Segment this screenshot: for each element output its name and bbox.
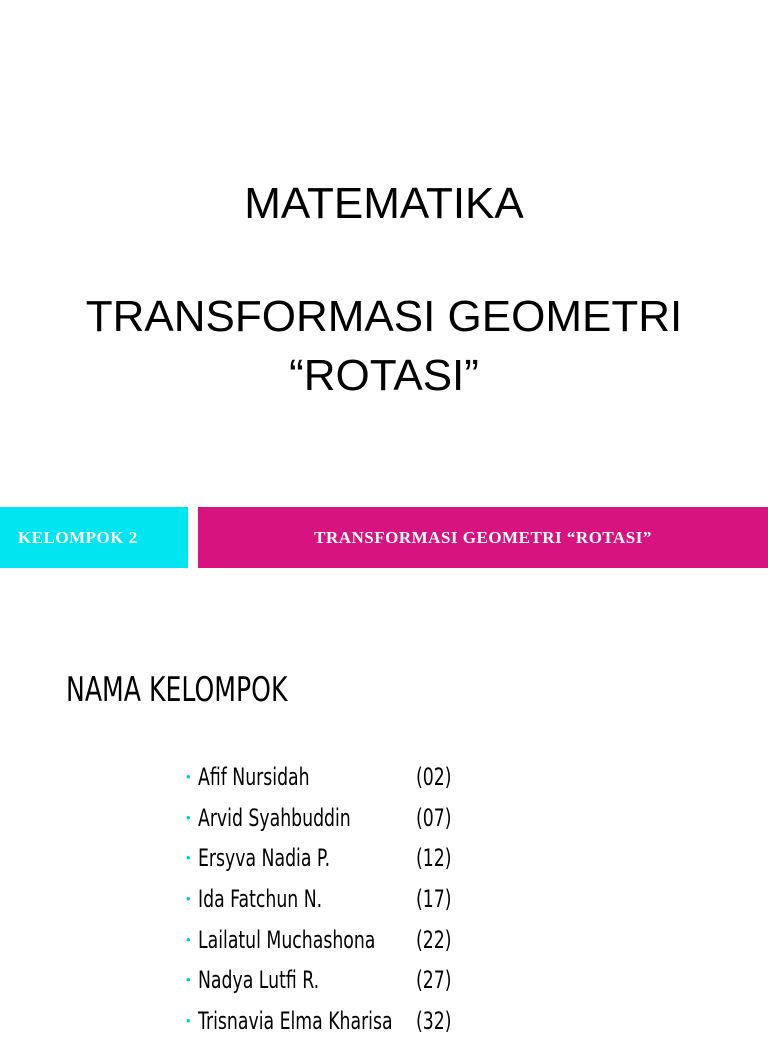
slide-title-topic: TRANSFORMASI GEOMETRI [85,292,683,341]
list-item [186,1001,606,1042]
member-number: (07) [416,803,452,832]
list-item [186,798,606,839]
list-item [186,838,606,879]
title-slide [0,0,768,480]
bullet-icon: • [186,850,191,866]
member-number: (27) [416,966,452,995]
member-name: Ersyva Nadia P. [198,844,331,873]
member-number: (12) [416,844,452,873]
bullet-icon: • [186,1013,191,1029]
list-item [186,757,606,798]
member-number: (17) [416,885,452,914]
bullet-icon: • [186,769,191,784]
bullet-icon: • [186,972,191,988]
section-title: NAMA KELOMPOK [66,670,288,710]
member-number: (22) [416,925,452,954]
topic-banner [198,507,768,568]
list-item [186,879,606,920]
group-banner [0,507,188,568]
bullet-icon: • [186,891,191,907]
slide-title-subtopic: “ROTASI” [289,351,479,400]
slide-title-subject: MATEMATIKA [244,179,524,228]
list-item [186,920,606,961]
member-name: Nadya Lutfi R. [198,966,320,995]
member-number: (02) [416,763,452,791]
bullet-icon: • [186,931,191,947]
topic-banner-label: TRANSFORMASI GEOMETRI “ROTASI” [314,528,652,547]
member-name: Afif Nursidah [198,763,310,791]
member-name: Lailatul Muchashona [198,925,376,954]
member-name: Arvid Syahbuddin [198,803,351,832]
bullet-icon: • [186,809,191,825]
member-name: Trisnavia Elma Kharisa [198,1007,393,1036]
list-item [186,960,606,1001]
member-number: (32) [416,1007,452,1036]
member-name: Ida Fatchun N. [198,885,323,914]
group-banner-label: KELOMPOK 2 [18,528,138,547]
member-list [186,757,606,1042]
